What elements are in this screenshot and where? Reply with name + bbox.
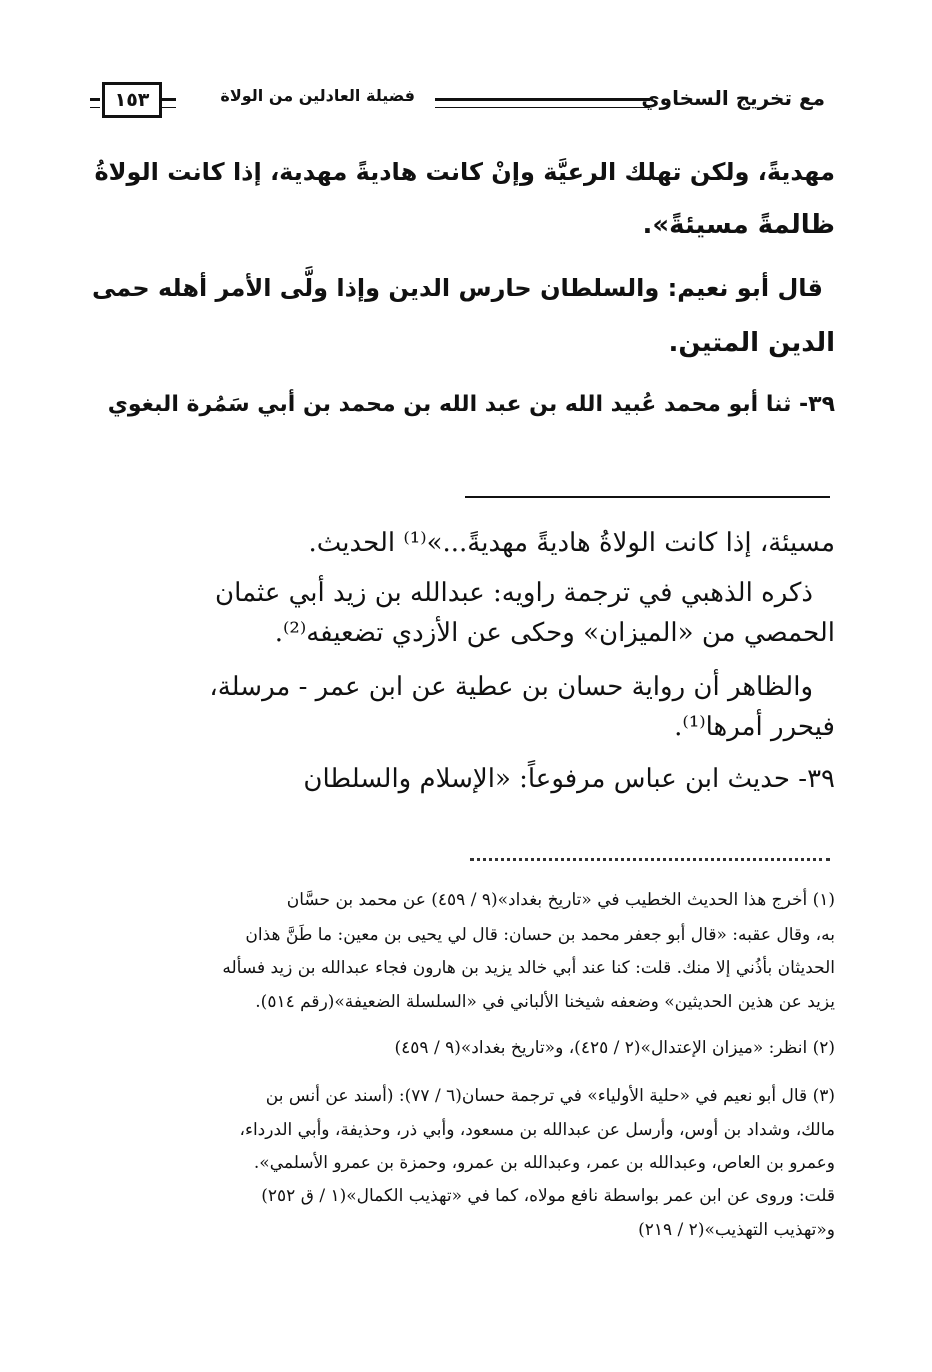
page-number: ١٥٣ bbox=[102, 82, 162, 118]
running-title-chapter: فضيلة العادلين من الولاة bbox=[220, 86, 415, 105]
commentary-line: ذكره الذهبي في ترجمة راويه: عبدالله بن زيد أبي عثمان bbox=[214, 578, 813, 608]
footnote-line: (٢) انظر: «ميزان الإعتدال»(٢ / ٤٢٥)، و«تاريخ بغداد»(٩ / ٤٥٩) bbox=[394, 1038, 835, 1058]
header-rule-edge bbox=[90, 98, 100, 108]
footnote-line: قلت: وروى عن ابن عمر بواسطة نافع مولاه، كما في «تهذيب الكمال»(١ / ق ٢٥٢) bbox=[261, 1186, 835, 1206]
header-rule-short bbox=[162, 98, 176, 108]
footnote-line: الحديثان بأذُني إلا منك. قلت: كنا عند أبي خالد يزيد بن هارون فجاء عبدالله بن زيد فسأله bbox=[222, 958, 835, 978]
footnote-line: وعمرو بن العاص، وعبدالله بن عمر، وعبدالله بن عمرو، وحمزة بن عمرو الأسلمي». bbox=[253, 1153, 835, 1173]
commentary-line: مسيئة، إذا كانت الولاةُ هاديةً مهديةً...»⁽¹⁾ الحديث. bbox=[308, 528, 835, 558]
commentary-line: والظاهر أن رواية حسان بن عطية عن ابن عمر - مرسلة، bbox=[209, 672, 813, 702]
commentary-line: فيحرر أمرها⁽¹⁾. bbox=[674, 712, 835, 742]
footnote-line: مالك، وشداد بن أوس، وأرسل عن عبدالله بن مسعود، وأبي ذر، وحذيفة، وأبي الدرداء، bbox=[239, 1120, 835, 1140]
dotted-separator bbox=[470, 858, 830, 861]
footnote-line: به، وقال عقبه: «قال أبو جعفر محمد بن حسان: قال لي يحيى بن معين: ما طَنَّ هذان bbox=[245, 925, 835, 945]
main-line: ظالمةً مسيئةً». bbox=[642, 210, 835, 240]
main-line: ٣٩- ثنا أبو محمد عُبيد الله بن عبد الله بن محمد بن أبي سَمُرة البغوي bbox=[107, 392, 835, 417]
main-line: مهديةً، ولكن تهلك الرعيَّة وإنْ كانت هاديةً مهدية، إذا كانت الولاةُ bbox=[94, 158, 835, 186]
footnote-line: (٣) قال أبو نعيم في «حلية الأولياء» في ترجمة حسان(٦ / ٧٧): (أسند عن أنس بن bbox=[265, 1086, 835, 1106]
footnote-separator bbox=[465, 496, 830, 498]
commentary-line: ٣٩- حديث ابن عباس مرفوعاً: «الإسلام والسلطان bbox=[303, 764, 835, 794]
footnote-line: و«تهذيب التهذيب»(٢ / ٢١٩) bbox=[638, 1220, 835, 1240]
footnote-line: (١) أخرج هذا الحديث الخطيب في «تاريخ بغداد»(٩ / ٤٥٩) عن محمد بن حسَّان bbox=[286, 890, 835, 910]
commentary-line: الحمصي من «الميزان» وحكى عن الأزدي تضعيفه⁽²⁾. bbox=[274, 618, 835, 648]
running-title-book: مع تخريج السخاوي bbox=[641, 86, 825, 110]
main-line: الدين المتين. bbox=[668, 328, 835, 358]
running-header bbox=[90, 82, 835, 120]
footnote-line: يزيد عن هذين الحديثين» وضعفه شيخنا الألباني في «السلسلة الضعيفة»(رقم ٥١٤). bbox=[255, 992, 835, 1012]
header-rule bbox=[435, 98, 650, 108]
main-line: قال أبو نعيم: والسلطان حارس الدين وإذا ولَّى الأمر أهله حمى bbox=[91, 274, 823, 302]
